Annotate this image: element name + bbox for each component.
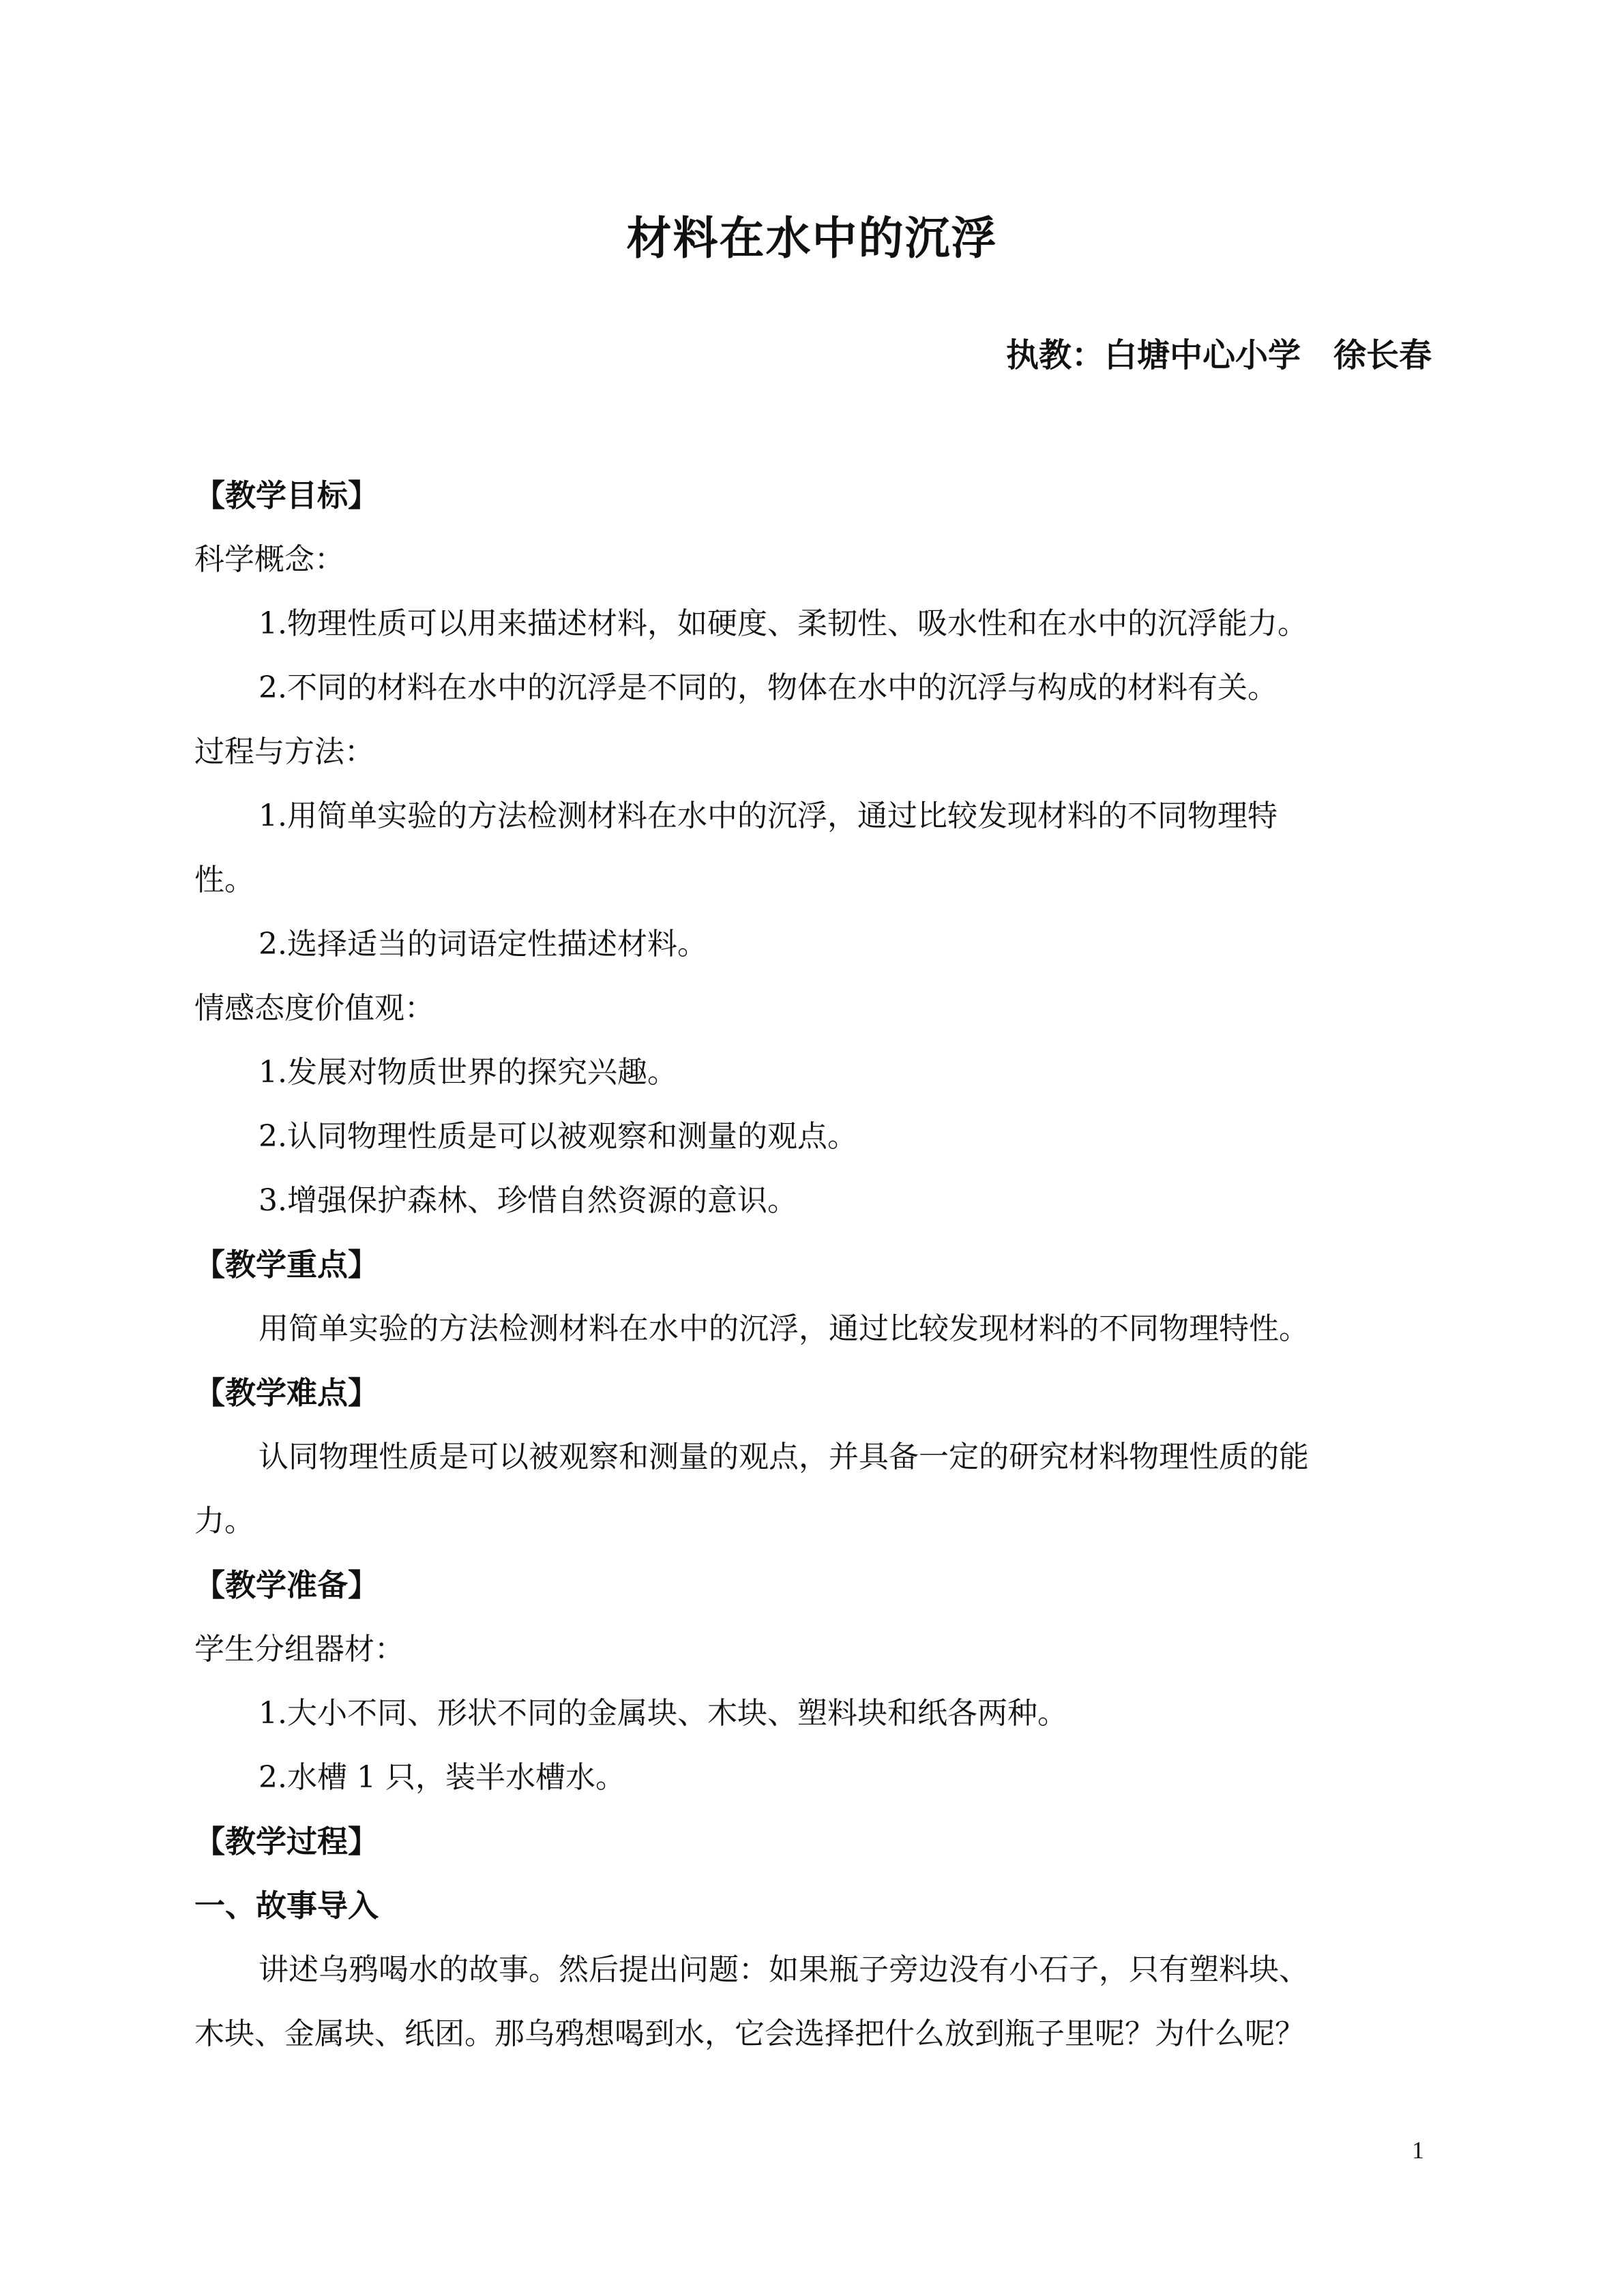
paragraph-line: 2.水槽 1 只，装半水槽水。 — [259, 1760, 625, 1795]
paragraph-line: 讲述乌鸦喝水的故事。然后提出问题：如果瓶子旁边没有小石子，只有塑料块、 — [259, 1952, 1309, 1987]
paragraph-line: 2.认同物理性质是可以被观察和测量的观点。 — [259, 1119, 857, 1154]
page-number: 1 — [1412, 2136, 1424, 2164]
subheading-attitudes-values: 情感态度价值观： — [194, 991, 434, 1026]
subheading-process-methods: 过程与方法： — [194, 734, 374, 769]
subheading-group-materials: 学生分组器材： — [194, 1632, 404, 1667]
paragraph-line: 1.发展对物质世界的探究兴趣。 — [259, 1055, 677, 1090]
section-heading-preparation: 【教学准备】 — [194, 1567, 379, 1603]
paragraph-line: 木块、金属块、纸团。那乌鸦想喝到水，它会选择把什么放到瓶子里呢？为什么呢？ — [194, 2016, 1305, 2051]
paragraph-line: 认同物理性质是可以被观察和测量的观点，并具备一定的研究材料物理性质的能 — [259, 1440, 1309, 1474]
section-heading-difficulties: 【教学难点】 — [194, 1375, 379, 1411]
paragraph-line: 1.用简单实验的方法检测材料在水中的沉浮，通过比较发现材料的不同物理特 — [259, 799, 1278, 833]
author-byline: 执教：白塘中心小学 徐长春 — [1005, 336, 1432, 374]
section-heading-key-points: 【教学重点】 — [194, 1247, 379, 1283]
paragraph-line: 用简单实验的方法检测材料在水中的沉浮，通过比较发现材料的不同物理特性。 — [259, 1311, 1309, 1346]
paragraph-line: 性。 — [194, 863, 254, 897]
subheading-science-concepts: 科学概念： — [194, 542, 344, 577]
document-body — [194, 472, 1422, 2074]
section-heading-process: 【教学过程】 — [194, 1823, 379, 1860]
page-title: 材料在水中的沉浮 — [626, 212, 998, 265]
paragraph-line: 1.大小不同、形状不同的金属块、木块、塑料块和纸各两种。 — [259, 1696, 1067, 1731]
section-heading-objectives: 【教学目标】 — [194, 477, 379, 513]
paragraph-line: 2.选择适当的词语定性描述材料。 — [259, 927, 707, 961]
subheading-story-intro: 一、故事导入 — [194, 1888, 379, 1924]
paragraph-line: 3.增强保护森林、珍惜自然资源的意识。 — [259, 1183, 797, 1218]
paragraph-line: 1.物理性质可以用来描述材料，如硬度、柔韧性、吸水性和在水中的沉浮能力。 — [259, 606, 1308, 641]
paragraph-line: 力。 — [194, 1504, 254, 1538]
paragraph-line: 2.不同的材料在水中的沉浮是不同的，物体在水中的沉浮与构成的材料有关。 — [259, 670, 1278, 705]
